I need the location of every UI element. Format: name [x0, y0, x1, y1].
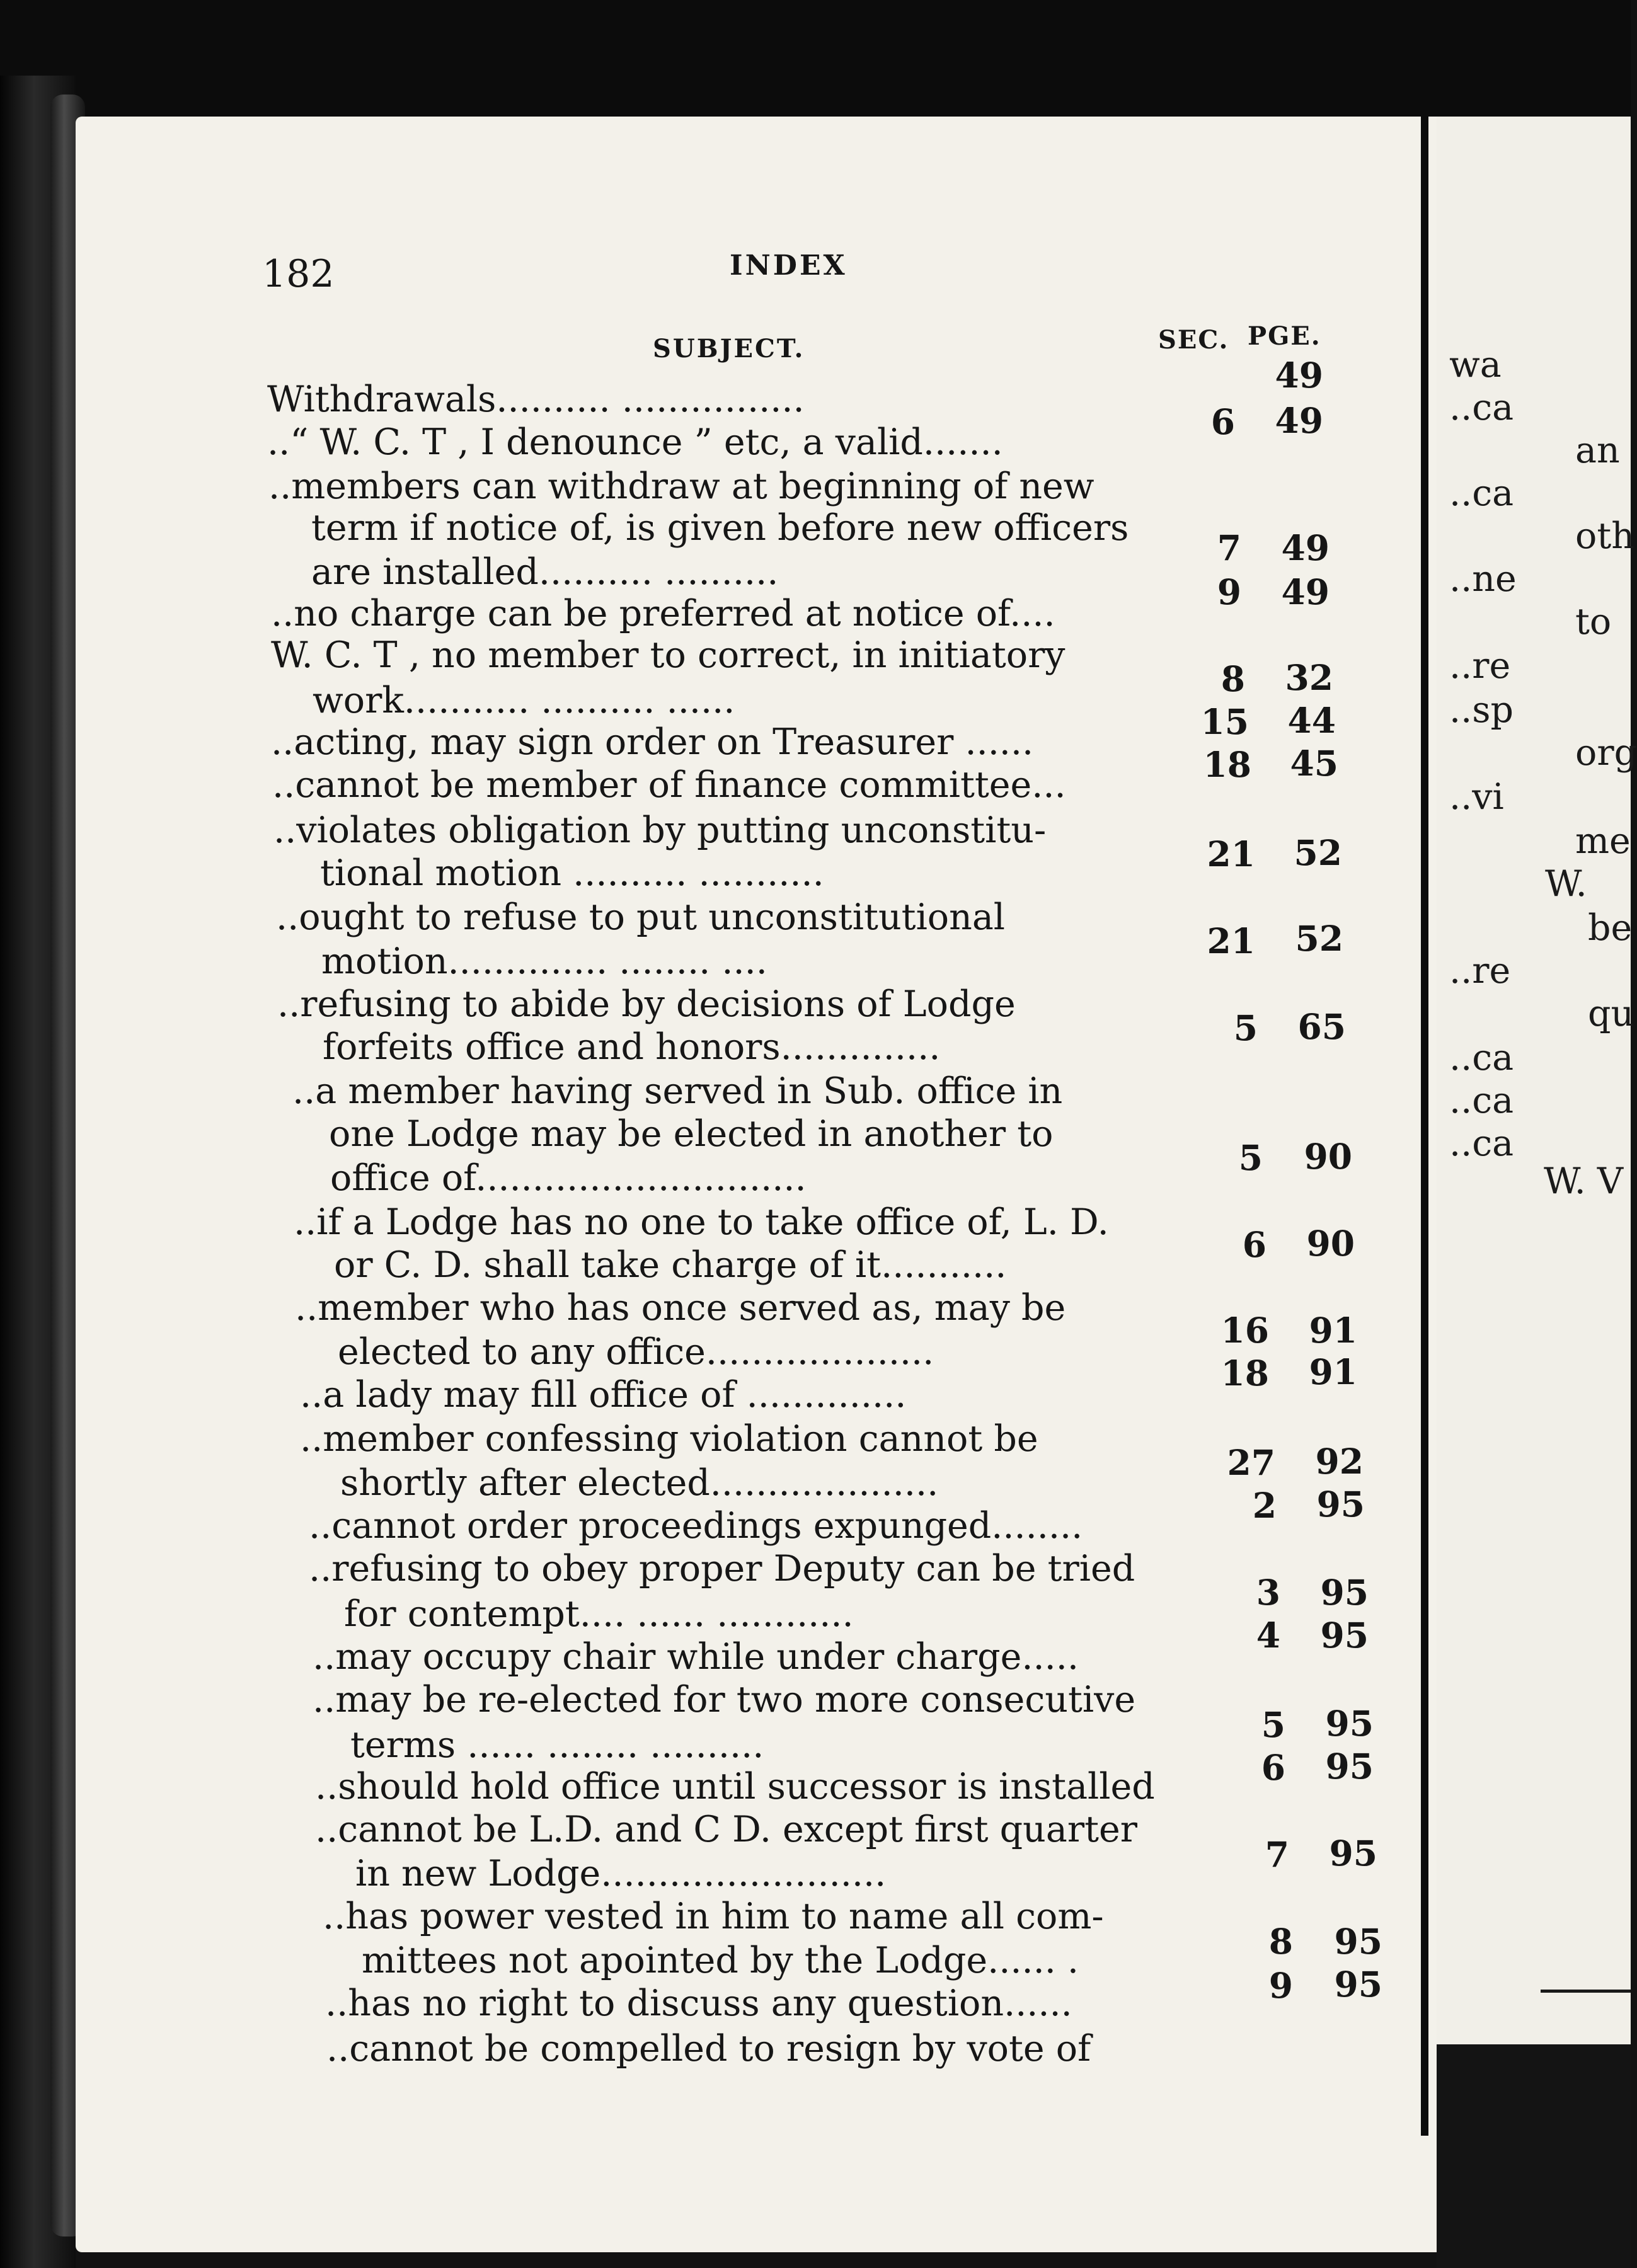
pge-number: 49 — [1281, 527, 1330, 568]
index-line: ..may occupy chair while under charge..... — [313, 1636, 1079, 1678]
facing-page-fragment: ..vi — [1449, 776, 1504, 818]
facing-page-fragment: ..ca — [1449, 1037, 1514, 1079]
sec-number: 5 — [1238, 1137, 1263, 1178]
index-line: ..acting, may sign order on Treasurer ...... — [271, 721, 1034, 763]
pge-number: 91 — [1309, 1351, 1357, 1392]
scan-top-background — [0, 0, 1631, 120]
index-line: work........... .......... ...... — [313, 680, 735, 721]
pge-number: 49 — [1281, 571, 1330, 612]
index-line: elected to any office.................... — [338, 1331, 934, 1373]
index-line: ..ought to refuse to put unconstitutional — [276, 896, 1006, 938]
sec-number: 6 — [1261, 1747, 1285, 1788]
facing-page-fragment: be — [1588, 907, 1633, 949]
column-header-sec: SEC. — [1158, 325, 1229, 355]
pge-number: 95 — [1325, 1703, 1374, 1744]
pge-number: 95 — [1320, 1615, 1369, 1656]
pge-number: 95 — [1316, 1484, 1365, 1525]
index-line: term if notice of, is given before new officers — [311, 507, 1129, 549]
pge-number: 95 — [1325, 1746, 1374, 1787]
pge-number: 95 — [1320, 1572, 1369, 1613]
pge-number: 65 — [1297, 1006, 1346, 1047]
facing-page-fragment: ..ca — [1449, 472, 1514, 514]
index-line: one Lodge may be elected in another to — [329, 1113, 1054, 1155]
index-line: in new Lodge......................... — [355, 1853, 887, 1894]
page-gutter — [1421, 69, 1428, 2136]
sec-number: 7 — [1217, 527, 1241, 568]
facing-page-fragment: ..ne — [1449, 558, 1517, 600]
column-header-subject: SUBJECT. — [653, 334, 805, 364]
index-line: are installed.......... .......... — [311, 551, 779, 593]
sec-number: 27 — [1227, 1442, 1275, 1483]
sec-number: 3 — [1256, 1572, 1280, 1613]
facing-page-fragment: org — [1575, 732, 1637, 774]
facing-page-fragment: ..ca — [1449, 387, 1514, 428]
index-line: W. C. T , no member to correct, in initiatory — [271, 634, 1065, 676]
facing-page-fragment: to — [1575, 601, 1612, 643]
index-line: ..may be re-elected for two more consecutive — [313, 1679, 1136, 1721]
index-line: office of............................. — [330, 1157, 807, 1199]
index-line: ..refusing to abide by decisions of Lodge — [277, 983, 1016, 1025]
index-line: ..cannot be L.D. and C D. except first quarter — [315, 1809, 1137, 1850]
index-line: ..member who has once served as, may be — [295, 1287, 1066, 1329]
sec-number: 21 — [1207, 920, 1255, 961]
index-line: ..if a Lodge has no one to take office of, L. D. — [294, 1201, 1109, 1243]
pge-number: 95 — [1334, 1964, 1382, 2005]
sec-number: 4 — [1256, 1615, 1280, 1656]
pge-number: 91 — [1309, 1310, 1357, 1351]
page-title: INDEX — [730, 249, 847, 282]
pge-number: 49 — [1275, 355, 1323, 396]
pge-number: 52 — [1295, 918, 1343, 959]
sec-number: 16 — [1221, 1310, 1269, 1351]
sec-number: 9 — [1217, 571, 1241, 612]
index-line: or C. D. shall take charge of it........... — [334, 1244, 1007, 1286]
index-line: mittees not apointed by the Lodge...... . — [362, 1940, 1079, 1981]
index-line: ..“ W. C. T , I denounce ” etc, a valid....... — [267, 421, 1003, 463]
pge-number: 95 — [1334, 1921, 1382, 1962]
facing-page-fragment: W. — [1545, 863, 1599, 905]
facing-page-rule — [1541, 1990, 1631, 1993]
facing-page-fragment: me — [1575, 820, 1631, 862]
index-line: ..cannot be member of finance committee... — [272, 764, 1066, 806]
index-line: ..a member having served in Sub. office in — [292, 1070, 1063, 1112]
sec-number: 6 — [1210, 401, 1235, 442]
facing-page-fragment: qu — [1588, 993, 1634, 1034]
index-line: ..has power vested in him to name all com- — [323, 1896, 1104, 1937]
pge-number: 49 — [1275, 400, 1323, 441]
index-line: ..cannot order proceedings expunged........ — [309, 1505, 1083, 1547]
pge-number: 45 — [1290, 743, 1338, 784]
pge-number: 90 — [1306, 1223, 1355, 1264]
facing-page-fragment: an — [1575, 430, 1620, 471]
index-line: ..member confessing violation cannot be — [300, 1418, 1038, 1460]
index-line: ..violates obligation by putting unconstitu- — [273, 810, 1047, 851]
index-line: motion.............. ........ .... — [321, 941, 767, 982]
index-line: ..cannot be compelled to resign by vote of — [326, 2028, 1091, 2070]
sec-number: 8 — [1268, 1921, 1293, 1962]
index-line: ..has no right to discuss any question...... — [325, 1983, 1072, 2024]
sec-number: 15 — [1200, 701, 1249, 742]
sec-number: 5 — [1261, 1704, 1285, 1745]
facing-page-fragment: W. V — [1544, 1160, 1624, 1202]
column-header-pge: PGE. — [1248, 321, 1321, 351]
index-line: ..a lady may fill office of .............. — [300, 1374, 907, 1416]
sec-number: 21 — [1207, 833, 1255, 874]
facing-page-shadow — [1437, 2044, 1631, 2268]
sec-number: 6 — [1242, 1224, 1267, 1265]
facing-page-fragment: ..re — [1449, 950, 1511, 992]
facing-page-fragment: ..sp — [1449, 689, 1514, 731]
pge-number: 90 — [1304, 1136, 1352, 1177]
index-line: tional motion .......... ........... — [320, 852, 824, 894]
sec-number: 7 — [1265, 1834, 1289, 1875]
facing-page-fragment: ..ca — [1449, 1123, 1514, 1164]
index-line: Withdrawals.......... ................ — [267, 379, 805, 420]
sec-number: 8 — [1221, 658, 1245, 699]
index-line: ..refusing to obey proper Deputy can be tried — [309, 1548, 1135, 1589]
index-line: forfeits office and honors.............. — [323, 1026, 941, 1068]
sec-number: 18 — [1203, 744, 1251, 785]
index-line: for contempt.... ...... ............ — [344, 1593, 854, 1635]
index-line: ..should hold office until successor is installed — [315, 1766, 1155, 1807]
pge-number: 95 — [1329, 1833, 1377, 1874]
facing-page-fragment: oth — [1575, 515, 1634, 557]
pge-number: 92 — [1315, 1441, 1364, 1482]
pge-number: 32 — [1285, 657, 1333, 698]
index-line: ..members can withdraw at beginning of new — [268, 466, 1094, 507]
pge-number: 52 — [1294, 832, 1342, 873]
index-line: shortly after elected.................... — [340, 1462, 939, 1504]
pge-number: 44 — [1287, 700, 1336, 741]
sec-number: 2 — [1252, 1485, 1277, 1526]
index-line: terms ...... ........ .......... — [350, 1724, 764, 1766]
sec-number: 5 — [1233, 1007, 1258, 1048]
facing-page-fragment: wa — [1449, 344, 1502, 386]
index-line: ..no charge can be preferred at notice of.... — [271, 593, 1055, 634]
page-number: 182 — [262, 252, 335, 296]
sec-number: 18 — [1221, 1353, 1269, 1394]
facing-page-fragment: ..re — [1449, 645, 1511, 687]
facing-page-fragment: ..ca — [1449, 1080, 1514, 1121]
sec-number: 9 — [1268, 1965, 1293, 2006]
